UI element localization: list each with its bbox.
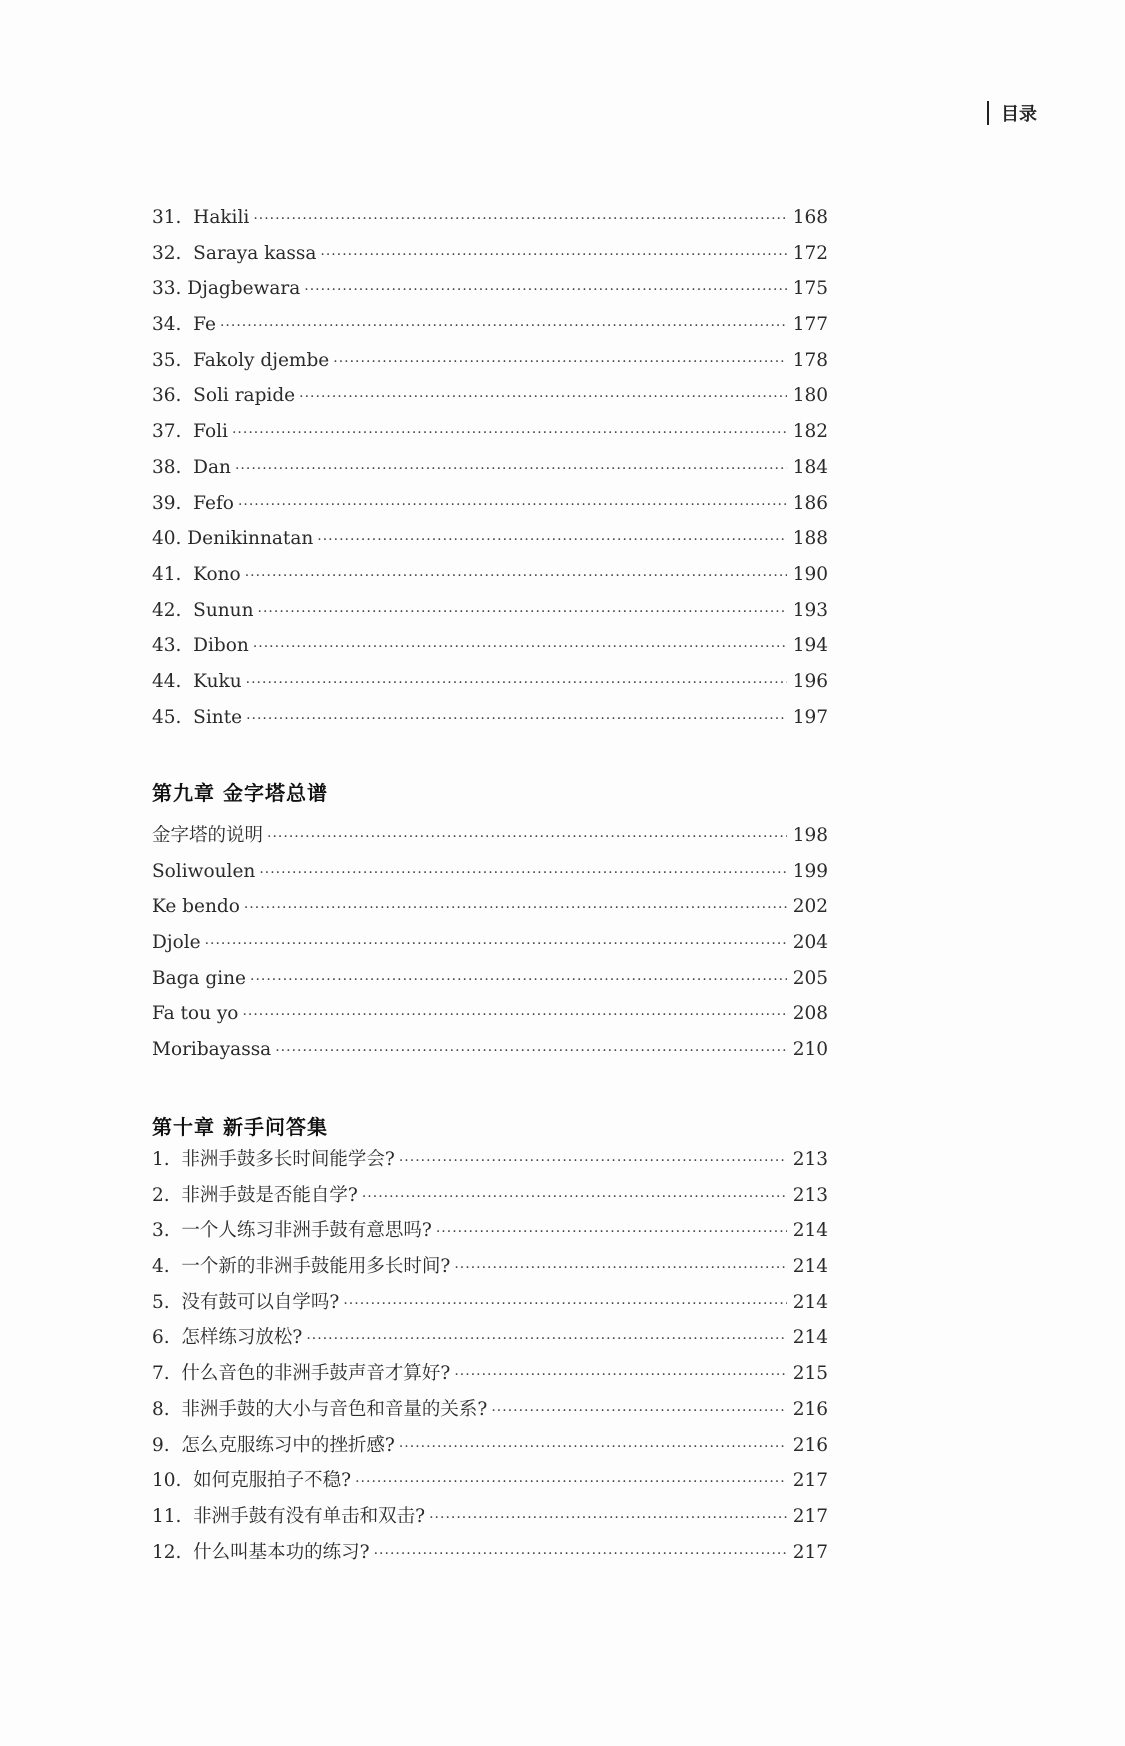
toc-entry: [152, 343, 828, 379]
toc-entry-page-number: 217: [792, 1541, 828, 1563]
toc-entry: [152, 889, 828, 925]
toc-entry: [152, 307, 828, 343]
dot-leader: [246, 702, 787, 738]
toc-entry-page-number: 213: [792, 1184, 828, 1206]
dot-leader: [355, 1465, 787, 1501]
toc-entry: [152, 818, 828, 854]
dot-leader: [429, 1501, 787, 1537]
dot-leader: [362, 1180, 787, 1216]
toc-entry-label: 40. Denikinnatan: [152, 528, 314, 550]
toc-entry-label: 2. 非洲手鼓是否能自学?: [152, 1184, 358, 1206]
dot-leader: [253, 630, 787, 666]
dot-leader: [205, 927, 787, 963]
running-head: [987, 100, 1037, 126]
dot-leader: [232, 416, 787, 452]
toc-entry-page-number: 177: [792, 314, 828, 336]
toc-entry-page-number: 208: [792, 1003, 828, 1025]
toc-entry-label: 33. Djagbewara: [152, 278, 301, 300]
toc-section-chapter-9: [152, 778, 828, 1068]
toc-entry-label: Ke bendo: [152, 896, 240, 918]
toc-entry: [152, 1178, 828, 1214]
toc-entry-label: 35. Fakoly djembe: [152, 349, 330, 371]
toc-entries: [152, 200, 828, 735]
toc-entry-page-number: 214: [792, 1327, 828, 1349]
toc-entry-label: Baga gine: [152, 967, 246, 989]
toc-entry: [152, 1249, 828, 1285]
toc-entry: [152, 854, 828, 890]
toc-entry: [152, 1463, 828, 1499]
toc-entry-page-number: 198: [792, 825, 828, 846]
dot-leader: [267, 820, 787, 856]
toc-entry-label: 9. 怎么克服练习中的挫折感?: [152, 1434, 395, 1456]
dot-leader: [436, 1215, 787, 1251]
toc-entry-page-number: 210: [792, 1039, 828, 1061]
toc-section-chapter-10: [152, 1112, 828, 1570]
toc-entry-label: 7. 什么音色的非洲手鼓声音才算好?: [152, 1363, 451, 1385]
toc-entry-page-number: 214: [792, 1220, 828, 1242]
toc-entry-label: 3. 一个人练习非洲手鼓有意思吗?: [152, 1220, 432, 1242]
toc-entry-page-number: 175: [792, 278, 828, 300]
toc-entry-label: 37. Foli: [152, 421, 228, 443]
toc-entry: [152, 1499, 828, 1535]
toc-entry-label: 4. 一个新的非洲手鼓能用多长时间?: [152, 1256, 451, 1278]
toc-entries: [152, 818, 828, 1068]
toc-entry-page-number: 215: [792, 1363, 828, 1385]
dot-leader: [275, 1034, 786, 1070]
toc-entry-page-number: 168: [792, 207, 828, 228]
toc-entry-page-number: 205: [792, 967, 828, 989]
toc-entry: [152, 450, 828, 486]
dot-leader: [299, 380, 787, 416]
dot-leader: [317, 523, 786, 559]
dot-leader: [238, 488, 787, 524]
dot-leader: [259, 856, 786, 892]
toc-entry-page-number: 190: [792, 563, 828, 585]
toc-entry-label: 44. Kuku: [152, 670, 242, 692]
toc-entry-page-number: 197: [792, 706, 828, 728]
dot-leader: [306, 1322, 786, 1358]
toc-entry: [152, 486, 828, 522]
dot-leader: [245, 559, 787, 595]
toc-entry-page-number: 180: [792, 385, 828, 407]
toc-entry-label: 42. Sunun: [152, 599, 254, 621]
toc-entry-page-number: 204: [792, 932, 828, 954]
toc-entry: [152, 925, 828, 961]
dot-leader: [250, 963, 787, 999]
running-head-title: 目录: [1001, 104, 1037, 125]
dot-leader: [242, 998, 786, 1034]
toc-entry-label: 38. Dan: [152, 456, 231, 478]
dot-leader: [253, 202, 786, 238]
toc-entry: [152, 1142, 828, 1178]
toc-entry: [152, 628, 828, 664]
dot-leader: [374, 1537, 787, 1573]
toc-entry: [152, 1285, 828, 1321]
toc-entry: [152, 521, 828, 557]
toc-entry-label: 1. 非洲手鼓多长时间能学会?: [152, 1149, 395, 1170]
toc-entry: [152, 414, 828, 450]
toc-entry-page-number: 216: [792, 1398, 828, 1420]
toc-entry: [152, 1428, 828, 1464]
toc-entry-page-number: 172: [792, 242, 828, 264]
toc-entry-page-number: 202: [792, 896, 828, 918]
toc-entry-page-number: 184: [792, 456, 828, 478]
toc-entry-page-number: 193: [792, 599, 828, 621]
toc-entry-page-number: 188: [792, 528, 828, 550]
toc-entry-label: 6. 怎样练习放松?: [152, 1327, 303, 1349]
toc-entry-page-number: 199: [792, 860, 828, 882]
toc-entries: [152, 1142, 828, 1570]
dot-leader: [343, 1287, 786, 1323]
toc-entry: [152, 1356, 828, 1392]
toc-entry-label: Moribayassa: [152, 1039, 272, 1061]
toc-entry-label: 41. Kono: [152, 563, 241, 585]
toc-entry: [152, 200, 828, 236]
toc-entry-label: 34. Fe: [152, 314, 216, 336]
dot-leader: [491, 1394, 786, 1430]
dot-leader: [399, 1144, 787, 1180]
dot-leader: [399, 1430, 787, 1466]
toc-entry: [152, 961, 828, 997]
toc-entry: [152, 700, 828, 736]
toc-entry-label: 11. 非洲手鼓有没有单击和双击?: [152, 1505, 426, 1527]
toc-entry: [152, 1392, 828, 1428]
dot-leader: [246, 666, 787, 702]
toc-entry-label: 32. Saraya kassa: [152, 242, 317, 264]
toc-entry-label: 43. Dibon: [152, 635, 249, 657]
dot-leader: [244, 891, 787, 927]
toc-entry: [152, 1535, 828, 1571]
toc-entry-label: 45. Sinte: [152, 706, 243, 728]
toc-entry-label: 12. 什么叫基本功的练习?: [152, 1541, 370, 1563]
toc-entry: [152, 593, 828, 629]
toc-entry-page-number: 214: [792, 1256, 828, 1278]
toc-entry-label: 31. Hakili: [152, 207, 250, 228]
toc-entry-label: 金字塔的说明: [152, 825, 264, 846]
dot-leader: [258, 595, 787, 631]
toc-entry-page-number: 196: [792, 670, 828, 692]
toc-entry-page-number: 217: [792, 1505, 828, 1527]
dot-leader: [220, 309, 787, 345]
toc-entry-label: Soliwoulen: [152, 860, 256, 882]
toc-entry-page-number: 216: [792, 1434, 828, 1456]
toc-entry-label: 8. 非洲手鼓的大小与音色和音量的关系?: [152, 1398, 488, 1420]
toc-entry: [152, 664, 828, 700]
toc-entry-label: 5. 没有鼓可以自学吗?: [152, 1291, 340, 1313]
toc-entry-label: 10. 如何克服拍子不稳?: [152, 1470, 352, 1492]
toc-entry-page-number: 178: [792, 349, 828, 371]
toc-entry: [152, 1213, 828, 1249]
dot-leader: [454, 1251, 786, 1287]
toc-entry: [152, 557, 828, 593]
chapter-title: 第九章 金字塔总谱: [152, 781, 328, 805]
toc-entry: [152, 378, 828, 414]
toc-entry-page-number: 186: [792, 492, 828, 514]
toc-entry-label: Fa tou yo: [152, 1003, 239, 1025]
dot-leader: [333, 345, 786, 381]
chapter-title: 第十章 新手问答集: [152, 1115, 328, 1139]
toc-entry-page-number: 213: [792, 1149, 828, 1170]
dot-leader: [235, 452, 787, 488]
dot-leader: [304, 273, 786, 309]
toc-entry-label: 36. Soli rapide: [152, 385, 296, 407]
toc-entry-page-number: 194: [792, 635, 828, 657]
toc-entry-label: 39. Fefo: [152, 492, 234, 514]
running-head-bar: [987, 101, 989, 125]
toc-entry: [152, 1320, 828, 1356]
toc-entry-page-number: 182: [792, 421, 828, 443]
toc-section-continued: [152, 200, 828, 735]
toc-entry-page-number: 214: [792, 1291, 828, 1313]
toc-entry: [152, 1032, 828, 1068]
toc-entry: [152, 236, 828, 272]
toc-entry-label: Djole: [152, 932, 201, 954]
dot-leader: [454, 1358, 786, 1394]
toc-entry: [152, 996, 828, 1032]
toc-entry-page-number: 217: [792, 1470, 828, 1492]
dot-leader: [320, 238, 786, 274]
toc-entry: [152, 271, 828, 307]
